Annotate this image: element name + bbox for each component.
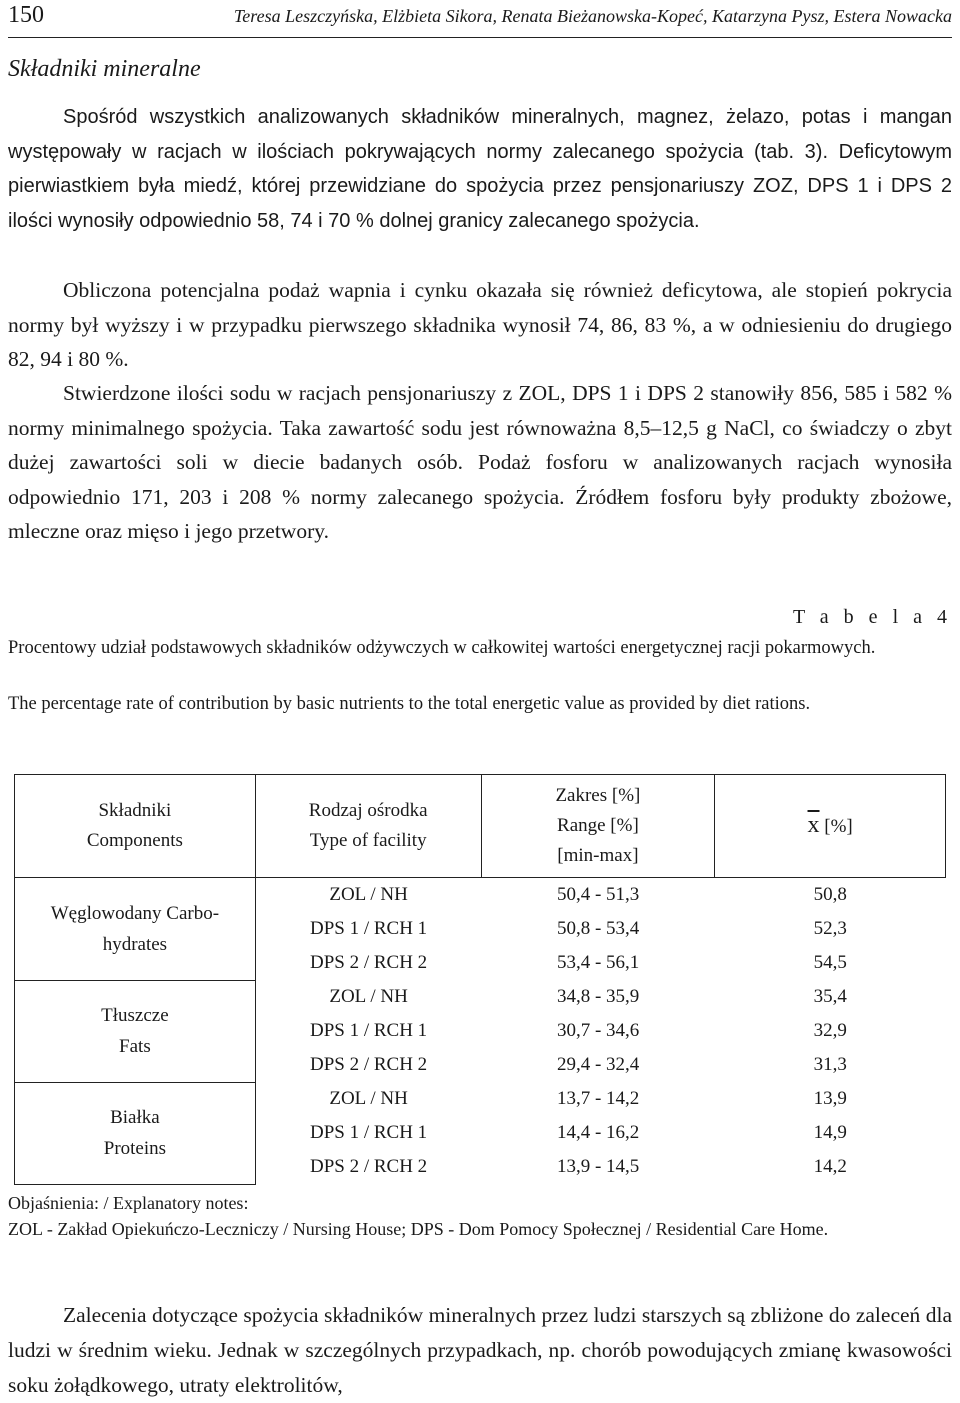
running-authors: Teresa Leszczyńska, Elżbieta Sikora, Renata Bieżanowska-Kopeć, Katarzyna Pysz, Estera Nowacka xyxy=(233,6,952,26)
mean-cell: 35,4 xyxy=(813,986,847,1007)
table-group-proteins xyxy=(15,1082,946,1184)
col-header-facility xyxy=(255,775,481,878)
table-group-fats xyxy=(15,980,946,1082)
group-label xyxy=(15,980,256,1082)
closing-paragraph: Zalecenia dotyczące spożycia składników mineralnych przez ludzi starszych są zbliżone do zaleceń dla ludzi w średnim wieku. Jednak w szczególnych przypadkach, np. chorób powodujących zmianę kwasowości soku żołądkowego, utraty elektrolitów, xyxy=(8,1303,952,1397)
col-header-range-unit: [min-max] xyxy=(557,845,639,866)
group-label-pl: Białka xyxy=(110,1107,160,1128)
mean-cell: 14,2 xyxy=(813,1156,847,1177)
mean-cell: 50,8 xyxy=(813,884,847,905)
page-number: 150 xyxy=(8,2,44,28)
facility-cell: ZOL / NH xyxy=(329,884,408,905)
group-label-pl: Tłuszcze xyxy=(101,1005,169,1026)
paragraph-1: Spośród wszystkich analizowanych składników mineralnych, magnez, żelazo, potas i mangan występowały w racjach w ilościach pokrywających normy zalecanego spożycia (tab. 3). Deficytowym pierwiastkiem była miedź, której przewidziane do spożycia przez pensjonariuszy ZOZ, DPS 1 i DPS 2 ilości wynosiły odpowiednio 58, 74 i 70 % dolnej granicy zalecanego spożycia. xyxy=(8,106,952,232)
section-title: Składniki mineralne xyxy=(8,56,201,82)
range-cell: 13,9 - 14,5 xyxy=(556,1156,640,1177)
range-cell: 53,4 - 56,1 xyxy=(556,952,640,973)
facility-cell: DPS 2 / RCH 2 xyxy=(309,1054,428,1075)
facility-cell: DPS 2 / RCH 2 xyxy=(309,952,428,973)
group-label-pl: Węglowodany Carbo- xyxy=(50,902,220,924)
col-header-nutrient-en: Components xyxy=(86,830,183,851)
group-label xyxy=(15,878,256,981)
table-notes-text: ZOL - Zakład Opiekuńczo-Leczniczy / Nursing House; DPS - Dom Pomocy Społecznej / Residential Care Home. xyxy=(8,1219,829,1239)
table-caption-pl: Procentowy udział podstawowych składników odżywczych w całkowitej wartości energetycznej racji pokarmowych. xyxy=(8,638,876,658)
facility-cell: DPS 1 / RCH 1 xyxy=(309,918,428,939)
group-label xyxy=(15,1082,256,1184)
mean-cell: 32,9 xyxy=(813,1020,847,1041)
table-row xyxy=(256,1116,946,1150)
table-row xyxy=(256,1048,946,1082)
table-caption-en: The percentage rate of contribution by basic nutrients to the total energetic value as provided by diet rations. xyxy=(8,694,811,714)
col-header-nutrient-pl: Składniki xyxy=(98,800,172,821)
col-header-range xyxy=(481,775,715,878)
group-rows xyxy=(255,1082,945,1184)
mean-cell: 52,3 xyxy=(813,918,847,939)
paragraph-3: Stwierdzone ilości sodu w racjach pensjonariuszy z ZOL, DPS 1 i DPS 2 stanowiły 856, 585 i 582 % normy minimalnego spożycia. Taka zawartość sodu jest równoważna 8,5–12,5 g NaCl, co świadczy o zbyt dużej zawartości soli w diecie badanych osób. Podaż fosforu w analizowanych racjach wynosiła odpowiednio 171, 203 i 208 % normy zalecanego spożycia. Źródłem fosforu były produkty zbożowe, mleczne oraz mięso i jego przetwory. xyxy=(8,381,952,543)
mean-cell: 13,9 xyxy=(813,1088,847,1109)
running-header xyxy=(8,0,952,36)
col-header-facility-pl: Rodzaj ośrodka xyxy=(308,800,428,821)
facility-cell: DPS 1 / RCH 1 xyxy=(309,1020,428,1041)
col-header-nutrient xyxy=(15,775,256,878)
facility-cell: DPS 2 / RCH 2 xyxy=(309,1156,428,1177)
col-header-facility-en: Type of facility xyxy=(309,830,427,851)
table-notes-title: Objaśnienia: / Explanatory notes: xyxy=(8,1193,249,1213)
range-cell: 34,8 - 35,9 xyxy=(556,986,640,1007)
group-label-en: hydrates xyxy=(102,933,168,955)
range-cell: 50,4 - 51,3 xyxy=(556,884,640,905)
table-number: T a b e l a 4 xyxy=(792,606,952,628)
group-rows xyxy=(255,980,945,1082)
table-row xyxy=(256,1014,946,1048)
col-header-range-en: Range [%] xyxy=(557,815,639,836)
table-row xyxy=(256,1150,946,1184)
table-row xyxy=(256,912,946,946)
table-row xyxy=(256,946,946,980)
paragraph-2: Obliczona potencjalna podaż wapnia i cynku okazała się również deficytowa, ale stopień pokrycia normy był wyższy i w przypadku pierwszego składnika wynosił 74, 86, 83 %, a w odniesieniu do drugiego 82, 94 i 80 %. xyxy=(8,278,952,371)
header-rule xyxy=(8,37,952,38)
table-row xyxy=(256,1082,946,1116)
range-cell: 29,4 - 32,4 xyxy=(556,1054,640,1075)
table-header-row xyxy=(15,775,946,878)
table-row xyxy=(256,980,946,1014)
table-group-carbohydrates xyxy=(15,878,946,981)
facility-cell: DPS 1 / RCH 1 xyxy=(309,1122,428,1143)
range-cell: 13,7 - 14,2 xyxy=(556,1088,640,1109)
group-label-en: Proteins xyxy=(103,1138,167,1159)
range-cell: 50,8 - 53,4 xyxy=(556,918,640,939)
mean-cell: 14,9 xyxy=(813,1122,847,1143)
col-header-mean xyxy=(715,775,946,878)
mean-unit: [%] xyxy=(824,816,853,837)
group-rows xyxy=(255,878,945,981)
range-cell: 30,7 - 34,6 xyxy=(556,1020,640,1041)
col-header-range-pl: Zakres [%] xyxy=(555,785,641,806)
mean-cell: 54,5 xyxy=(813,952,847,973)
facility-cell: ZOL / NH xyxy=(329,986,408,1007)
range-cell: 14,4 - 16,2 xyxy=(556,1122,640,1143)
table-row xyxy=(256,878,946,912)
mean-symbol: $\overline{x}$ xyxy=(807,812,820,838)
mean-cell: 31,3 xyxy=(813,1054,847,1075)
group-label-en: Fats xyxy=(119,1036,151,1057)
nutrient-table xyxy=(14,774,946,1185)
facility-cell: ZOL / NH xyxy=(329,1088,408,1109)
